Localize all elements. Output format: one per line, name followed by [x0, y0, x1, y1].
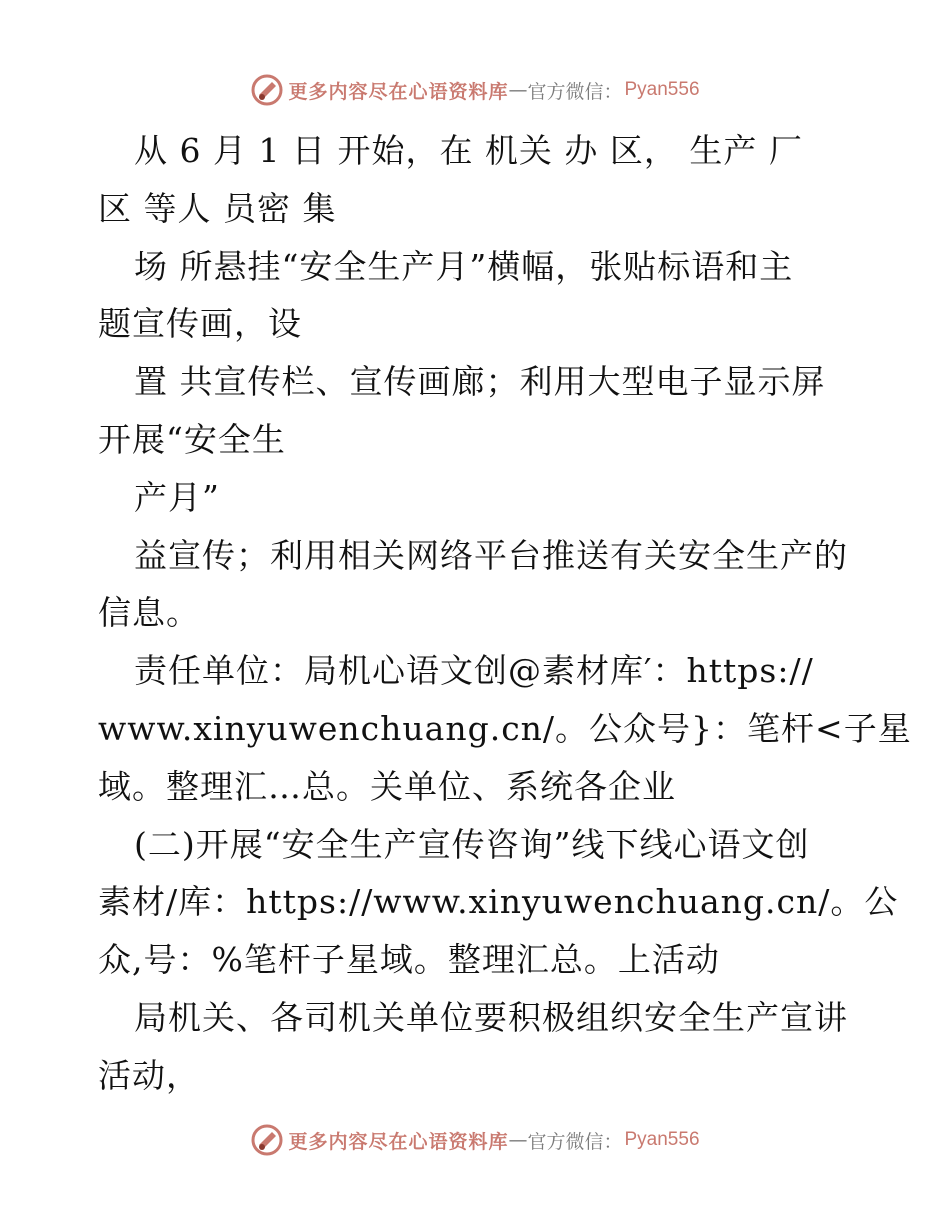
text-line: 置 共宣传栏、宣传画廊；利用大型电子显示屏 [134, 362, 826, 402]
text-line: 益宣传；利用相关网络平台推送有关安全生产的 [134, 535, 848, 575]
banner-main-text: 更多内容尽在心语资料库 [288, 80, 509, 103]
text-line: 从 6 月 1 日 开始，在 机关 办 区， 生产 厂 [134, 131, 803, 170]
text-line: 开展“安全生 [98, 419, 286, 459]
header-watermark-banner [0, 70, 950, 110]
text-line: 场 所悬挂“安全生产月”横幅，张贴标语和主 [134, 246, 794, 286]
text-line: 活动， [98, 1055, 200, 1095]
brand-logo-icon [250, 1123, 284, 1157]
banner-wechat-id: Pyan556 [624, 1129, 700, 1150]
text-line: 域。整理汇…总。关单位、系统各企业 [98, 766, 676, 806]
document-body [98, 122, 912, 1105]
banner-wechat-label: 官方微信： [527, 1130, 623, 1153]
text-line: 产月” [134, 477, 220, 517]
banner-wechat-id: Pyan556 [624, 79, 700, 100]
text-line: 众,号：%笔杆子星域。整理汇总。上活动 [98, 940, 720, 980]
text-line: (二)开展“安全生产宣传咨询”线下线心语文创 [134, 824, 810, 864]
banner-wechat-label: 官方微信： [527, 80, 623, 103]
text-line: www.xinyuwenchuang.cn/。公众号}：笔杆<子星 [98, 708, 912, 748]
text-line: 素材/库：https://www.xinyuwenchuang.cn/。公 [98, 882, 899, 922]
text-line: 区 等人 员密 集 [98, 188, 337, 228]
banner-dash: — [508, 79, 528, 101]
banner-main-text: 更多内容尽在心语资料库 [288, 1130, 509, 1153]
brand-logo-icon [250, 73, 284, 107]
text-line: 局机关、各司机关单位要积极组织安全生产宣讲 [134, 997, 848, 1037]
text-line: 责任单位：局机心语文创@素材库′：https:// [134, 651, 814, 691]
text-line: 题宣传画，设 [98, 304, 302, 344]
banner-dash: — [508, 1129, 528, 1151]
text-line: 信息。 [98, 593, 200, 633]
footer-watermark-banner [0, 1120, 950, 1160]
